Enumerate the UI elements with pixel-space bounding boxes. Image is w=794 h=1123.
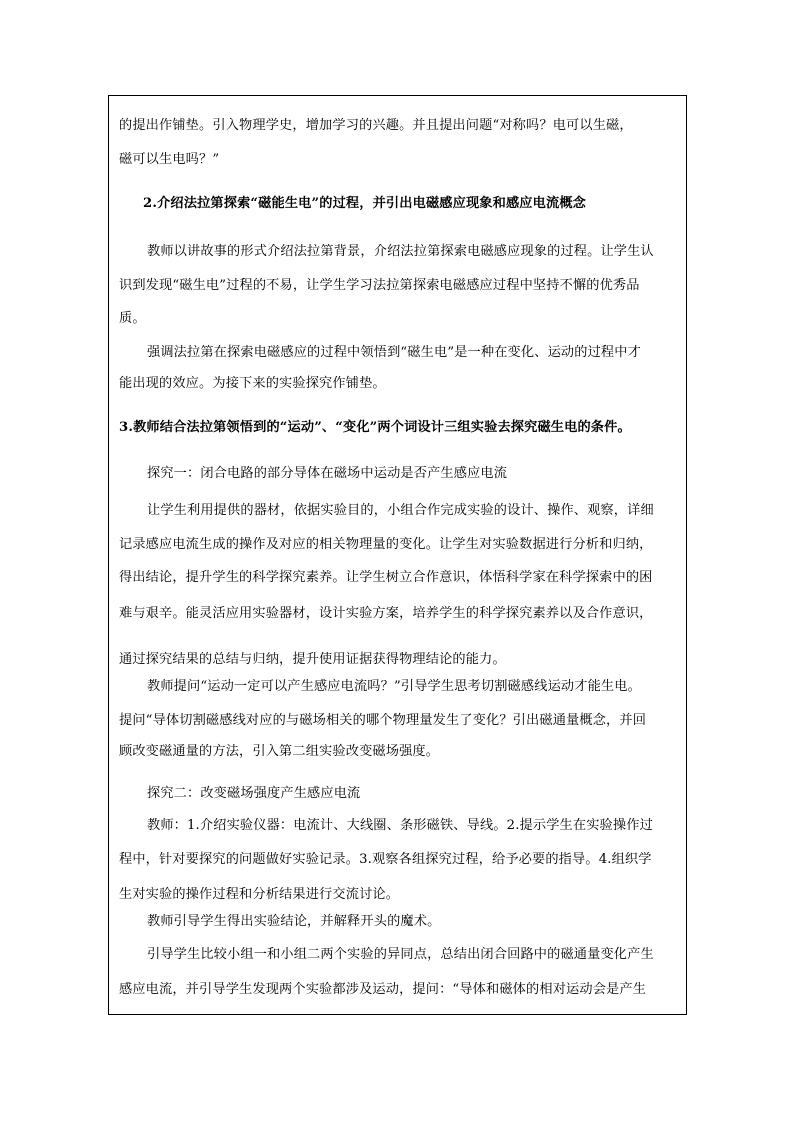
text-line: 教师：1.介绍实验仪器：电流计、大线圈、条形磁铁、导线。2.提示学生在实验操作过: [147, 818, 653, 833]
text-line: 强调法拉第在探索电磁感应的过程中领悟到“磁生电”是一种在变化、运动的过程中才: [147, 345, 641, 360]
text-line: 让学生利用提供的器材，依据实验目的，小组合作完成实验的设计、操作、观察，详细: [147, 503, 654, 518]
subheading: 探究二：改变磁场强度产生感应电流: [147, 786, 361, 801]
text-line: 得出结论，提升学生的科学探究素养。让学生树立合作意识，体悟科学家在科学探索中的困: [119, 570, 653, 585]
text-line: 识到发现“磁生电”过程的不易，让学生学习法拉第探索电磁感应过程中坚持不懈的优秀品: [119, 278, 640, 293]
text-line: 提问“导体切割磁感线对应的与磁场相关的哪个物理量发生了变化？引出磁通量概念，并回: [119, 713, 647, 728]
text-line: 教师提问“运动一定可以产生感应电流吗？”引导学生思考切割磁感线运动才能生电。: [147, 679, 641, 694]
text-line: 质。: [119, 311, 146, 326]
section-heading: 2.介绍法拉第探索“磁能生电”的过程，并引出电磁感应现象和感应电流概念: [143, 196, 586, 211]
section-heading: 3.教师结合法拉第领悟到的“运动”、“变化”两个词设计三组实验去探究磁生电的条件。: [119, 420, 631, 435]
text-line: 通过探究结果的总结与归纳，提升使用证据获得物理结论的能力。: [119, 652, 506, 667]
text-line: 教师引导学生得出实验结论，并解释开头的魔术。: [147, 914, 441, 929]
text-line: 的提出作铺垫。引入物理学史，增加学习的兴趣。并且提出问题“对称吗？电可以生磁，: [119, 118, 633, 133]
text-line: 程中，针对要探究的问题做好实验记录。3.观察各组探究过程，给予必要的指导。4.组织学: [119, 852, 652, 867]
text-line: 生对实验的操作过程和分析结果进行交流讨论。: [119, 887, 400, 902]
text-line: 能出现的效应。为接下来的实验探究作铺垫。: [119, 376, 386, 391]
table-cell: [108, 95, 687, 1015]
text-line: 感应电流，并引导学生发现两个实验都涉及运动，提问：“导体和磁体的相对运动会是产生: [119, 982, 647, 997]
text-line: 引导学生比较小组一和小组二两个实验的异同点，总结出闭合回路中的磁通量变化产生: [147, 947, 654, 962]
text-line: 教师以讲故事的形式介绍法拉第背景，介绍法拉第探索电磁感应现象的过程。让学生认: [147, 244, 654, 259]
text-line: 记录感应电流生成的操作及对应的相关物理量的变化。让学生对实验数据进行分析和归纳，: [119, 537, 653, 552]
subheading: 探究一：闭合电路的部分导体在磁场中运动是否产生感应电流: [147, 466, 508, 481]
text-line: 难与艰辛。能灵活应用实验器材，设计实验方案，培养学生的科学探究素养以及合作意识，: [119, 606, 653, 621]
text-line: 磁可以生电吗？”: [119, 152, 220, 167]
text-line: 顾改变磁通量的方法，引入第二组实验改变磁场强度。: [119, 744, 440, 759]
